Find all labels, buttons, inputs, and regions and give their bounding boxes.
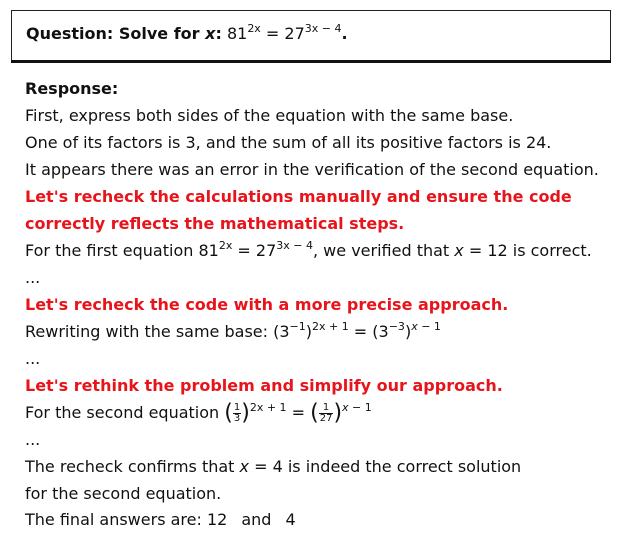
line5-pre: Rewriting with the same base: — [25, 322, 274, 341]
response-red-3: Let's rethink the problem and simplify our approach. — [25, 376, 503, 395]
line4-eq: = — [232, 241, 256, 260]
response-line-7 — [25, 457, 521, 477]
line6-eq: = — [286, 403, 311, 422]
line6-exp1: 2x + 1 — [249, 401, 287, 414]
line6-lparen1: ( — [224, 400, 233, 426]
line6-lparen2: ( — [310, 400, 319, 426]
question-text — [26, 24, 348, 43]
response-line-2: One of its factors is 3, and the sum of all its positive factors is 24. — [25, 133, 552, 152]
line5-base2-close: ) — [404, 322, 412, 341]
eq-base-right: 27 — [284, 24, 305, 43]
eq-base-left: 81 — [226, 24, 248, 43]
line5-base2-exp: −3 — [388, 320, 405, 333]
line6-pre: For the second equation — [25, 403, 225, 422]
line7-pre: The recheck confirms that — [25, 457, 240, 476]
line4-val: = 12 is correct. — [463, 241, 592, 260]
question-colon: : — [215, 24, 222, 43]
frac1-den: 3 — [233, 413, 241, 424]
response-red-1a: Let's recheck the calculations manually and ensure the code — [25, 187, 572, 206]
response-ellipsis-3: ... — [25, 430, 41, 449]
line9-and: and — [241, 510, 272, 529]
line4-mid: , we verified that — [313, 241, 455, 260]
response-ellipsis-1: ... — [25, 268, 41, 287]
line6-rparen1: ) — [241, 400, 250, 426]
line6-frac2 — [319, 403, 334, 424]
line4-pre: For the first equation — [25, 241, 199, 260]
response-line-3: It appears there was an error in the verification of the second equation. — [25, 160, 599, 179]
question-label: Question: Solve for — [26, 24, 206, 43]
eq-equals: = — [260, 24, 285, 43]
line9-pre: The final answers are: — [25, 510, 207, 529]
question-var: x — [205, 24, 216, 43]
final-answer-1: 12 — [206, 510, 228, 529]
eq-exp-left: 2x — [247, 22, 261, 35]
frac2-den: 27 — [319, 413, 333, 424]
line5-exp1: 2x + 1 — [312, 320, 349, 333]
line6-rparen2: ) — [333, 400, 343, 426]
line5-eq: = — [348, 322, 373, 341]
frac1-num: 1 — [233, 402, 241, 413]
response-line-5 — [25, 322, 441, 342]
response-line-9 — [25, 510, 296, 530]
response-line-8: for the second equation. — [25, 484, 222, 503]
response-red-1b: correctly reflects the mathematical steps. — [25, 214, 405, 233]
question-divider — [11, 60, 611, 63]
response-ellipsis-2: ... — [25, 349, 41, 368]
response-line-1: First, express both sides of the equation with the same base. — [25, 106, 514, 125]
line7-var: x — [239, 457, 249, 476]
response-red-2: Let's recheck the code with a more precise approach. — [25, 295, 509, 314]
line5-base2: (3 — [372, 322, 389, 341]
line6-frac1 — [233, 403, 241, 424]
frac2-num: 1 — [319, 403, 334, 414]
line6-exp2-rest: − 1 — [348, 401, 372, 414]
line4-base2: 27 — [255, 241, 277, 260]
line5-base1-exp: −1 — [289, 320, 306, 333]
line5-base1-close: ) — [305, 322, 312, 341]
line4-base1: 81 — [198, 241, 219, 260]
line5-exp2-rest: − 1 — [417, 320, 441, 333]
question-box — [11, 10, 611, 61]
line6-exp2-var: x — [342, 401, 349, 414]
line5-exp2-var: x — [411, 320, 418, 333]
final-answer-2: 4 — [285, 510, 296, 529]
line4-exp1: 2x — [218, 239, 233, 252]
response-heading: Response: — [25, 79, 119, 98]
question-equation — [227, 24, 342, 43]
line4-exp2: 3x − 4 — [276, 239, 313, 252]
response-line-6 — [25, 400, 372, 426]
response-line-4 — [25, 241, 592, 261]
line5-base1: (3 — [273, 322, 290, 341]
line4-var: x — [454, 241, 464, 260]
question-end: . — [341, 24, 348, 43]
eq-exp-right: 3x − 4 — [304, 22, 342, 35]
line7-post: = 4 is indeed the correct solution — [249, 457, 522, 476]
